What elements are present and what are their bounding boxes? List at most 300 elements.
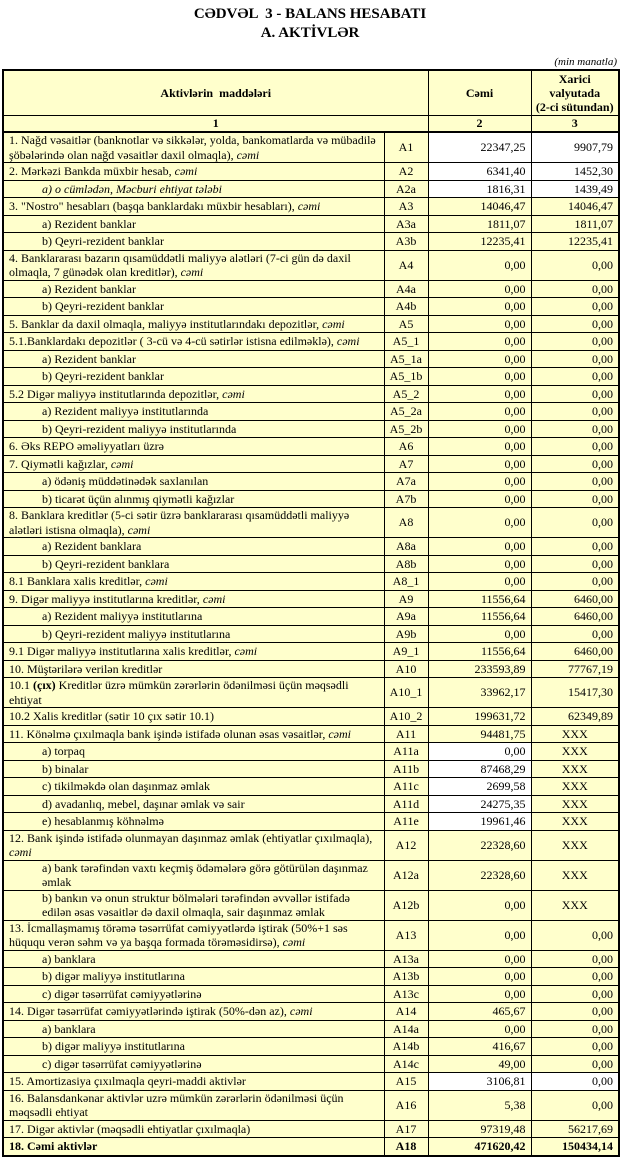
table-row bbox=[3, 830, 619, 860]
table-row bbox=[3, 660, 619, 678]
row-label-text: 17. Digər aktivlər (məqsədli ehtiyatlar çıxılmaqla) bbox=[9, 1121, 251, 1136]
table-row bbox=[3, 403, 619, 421]
foreign-value: 0,00 bbox=[531, 490, 619, 508]
foreign-value: 0,00 bbox=[531, 473, 619, 491]
foreign-value: 77767,19 bbox=[531, 660, 619, 678]
row-label bbox=[3, 1090, 384, 1120]
row-label bbox=[3, 1073, 384, 1091]
total-value: 0,00 bbox=[428, 985, 531, 1003]
row-label-text: a) bank tərəfindən vaxtı keçmiş ödəmələrə görə götürülən daşınmaz əmlak bbox=[42, 860, 368, 889]
row-label-text: b) Qeyri-rezident banklar bbox=[42, 299, 164, 313]
total-value: 19961,46 bbox=[428, 813, 531, 831]
total-value: 2699,58 bbox=[428, 778, 531, 796]
row-label-text: cəmi bbox=[145, 574, 168, 588]
foreign-value: XXX bbox=[531, 795, 619, 813]
table-row bbox=[3, 778, 619, 796]
row-label bbox=[3, 725, 384, 743]
foreign-value: 6460,00 bbox=[531, 590, 619, 608]
row-label-text: a) banklara bbox=[42, 1021, 96, 1036]
row-code: A5_2 bbox=[384, 385, 428, 403]
total-value: 0,00 bbox=[428, 250, 531, 280]
row-code: A9_1 bbox=[384, 643, 428, 661]
row-code: A3b bbox=[384, 233, 428, 251]
table-row bbox=[3, 132, 619, 163]
foreign-value: 0,00 bbox=[531, 403, 619, 421]
total-value: 0,00 bbox=[428, 315, 531, 333]
row-code: A3 bbox=[384, 198, 428, 216]
row-code: A8b bbox=[384, 555, 428, 573]
row-code: A5_2b bbox=[384, 420, 428, 438]
total-value: 12235,41 bbox=[428, 233, 531, 251]
row-code: A2a bbox=[384, 180, 428, 198]
row-code: A11d bbox=[384, 795, 428, 813]
table-row bbox=[3, 473, 619, 491]
foreign-value: 1439,49 bbox=[531, 180, 619, 198]
foreign-value: XXX bbox=[531, 860, 619, 890]
row-label-text: 9. Digər maliyyə institutlarına kreditlər, bbox=[9, 591, 203, 606]
table-row bbox=[3, 643, 619, 661]
total-value: 3106,81 bbox=[428, 1073, 531, 1091]
row-label bbox=[3, 1020, 384, 1038]
row-code: A3a bbox=[384, 215, 428, 233]
row-label-text: 13. İcmallaşmamış törəmə təsərrüfat cəmiyyətlərdə iştirak (50%+1 səs hüququ verən səhm və ya başqa formada törəməsidirsə), bbox=[9, 920, 348, 949]
foreign-value: 1452,30 bbox=[531, 163, 619, 181]
row-code: A13 bbox=[384, 920, 428, 950]
row-label-text: c) digər təsərrüfat cəmiyyətlərinə bbox=[42, 986, 202, 1001]
total-value: 0,00 bbox=[428, 555, 531, 573]
row-label bbox=[3, 508, 384, 538]
table-row bbox=[3, 250, 619, 280]
table-row bbox=[3, 743, 619, 761]
table-row bbox=[3, 968, 619, 986]
row-label-text: c) digər təsərrüfat cəmiyyətlərinə bbox=[42, 1056, 202, 1071]
total-value: 24275,35 bbox=[428, 795, 531, 813]
foreign-value: 0,00 bbox=[531, 333, 619, 351]
row-label-text: 3. "Nostro" hesabları (başqa banklardakı müxbir hesabları), bbox=[9, 199, 298, 213]
row-label-text: Kreditlər üzrə mümkün zərərlərin ödənilməsi üçün məqsədli ehtiyat bbox=[9, 678, 349, 707]
table-row bbox=[3, 490, 619, 508]
row-label-text: b) Qeyri-rezident banklar bbox=[42, 234, 164, 248]
row-label-text: cəmi bbox=[234, 644, 258, 658]
row-label-text: cəmi bbox=[336, 334, 360, 348]
row-label-text: (çıx) bbox=[33, 678, 56, 692]
row-label-text: a) Rezident maliyyə institutlarında bbox=[42, 404, 209, 418]
row-code: A14b bbox=[384, 1038, 428, 1056]
row-label-text: b) digər maliyyə institutlarına bbox=[42, 969, 185, 983]
row-label bbox=[3, 368, 384, 386]
row-label bbox=[3, 1038, 384, 1056]
row-label bbox=[3, 315, 384, 333]
row-label bbox=[3, 250, 384, 280]
row-label-text: b) Qeyri-rezident banklar bbox=[42, 369, 164, 383]
row-label bbox=[3, 830, 384, 860]
row-label-text: cəmi bbox=[174, 164, 198, 178]
table-row bbox=[3, 725, 619, 743]
column-header-foreign-line1: Xarici valyutada bbox=[549, 72, 601, 100]
total-value: 0,00 bbox=[428, 350, 531, 368]
row-label-text: 6. Əks REPO əməliyyatları üzrə bbox=[9, 439, 164, 453]
row-label-text: 10.1 bbox=[9, 678, 33, 692]
table-row bbox=[3, 1073, 619, 1091]
table-row bbox=[3, 555, 619, 573]
row-code: A10 bbox=[384, 660, 428, 678]
total-value: 0,00 bbox=[428, 333, 531, 351]
total-value: 233593,89 bbox=[428, 660, 531, 678]
total-value: 199631,72 bbox=[428, 708, 531, 726]
row-label-text: 5. Banklar da daxil olmaqla, maliyyə institutlarındakı depozitlər, bbox=[9, 316, 323, 331]
foreign-value: 0,00 bbox=[531, 508, 619, 538]
column-number-foreign: 3 bbox=[531, 116, 619, 133]
row-label bbox=[3, 455, 384, 473]
row-label-text: cəmi bbox=[328, 726, 351, 741]
row-label-text: c) tikilməkdə olan daşınmaz əmlak bbox=[42, 779, 210, 793]
total-value: 0,00 bbox=[428, 368, 531, 386]
foreign-value: 0,00 bbox=[531, 538, 619, 556]
row-code: A12b bbox=[384, 890, 428, 920]
row-label bbox=[3, 438, 384, 456]
total-value: 0,00 bbox=[428, 625, 531, 643]
foreign-value: 0,00 bbox=[531, 968, 619, 986]
row-label bbox=[3, 180, 384, 198]
row-code: A8 bbox=[384, 508, 428, 538]
row-label-text: 8.1 Banklara xalis kreditlər, bbox=[9, 574, 146, 588]
table-row bbox=[3, 573, 619, 591]
total-value: 97319,48 bbox=[428, 1120, 531, 1138]
table-row bbox=[3, 538, 619, 556]
row-code: A14c bbox=[384, 1055, 428, 1073]
row-code: A13a bbox=[384, 950, 428, 968]
row-label bbox=[3, 420, 384, 438]
table-row bbox=[3, 315, 619, 333]
row-code: A1 bbox=[384, 132, 428, 163]
foreign-value: XXX bbox=[531, 830, 619, 860]
row-label bbox=[3, 795, 384, 813]
row-label bbox=[3, 985, 384, 1003]
table-header-row bbox=[3, 70, 619, 116]
row-code: A9b bbox=[384, 625, 428, 643]
table-row bbox=[3, 1003, 619, 1021]
foreign-value: XXX bbox=[531, 778, 619, 796]
total-value: 0,00 bbox=[428, 968, 531, 986]
foreign-value: 0,00 bbox=[531, 420, 619, 438]
total-value: 0,00 bbox=[428, 385, 531, 403]
row-label bbox=[3, 860, 384, 890]
row-label-text: b) Qeyri-rezident maliyyə institutlarına bbox=[42, 626, 231, 641]
row-code: A12a bbox=[384, 860, 428, 890]
row-label bbox=[3, 890, 384, 920]
total-value: 22328,60 bbox=[428, 830, 531, 860]
row-label-text: b) digər maliyyə institutlarına bbox=[42, 1039, 185, 1053]
row-label bbox=[3, 1003, 384, 1021]
row-code: A8a bbox=[384, 538, 428, 556]
row-label bbox=[3, 403, 384, 421]
foreign-value: 15417,30 bbox=[531, 678, 619, 708]
row-code: A14a bbox=[384, 1020, 428, 1038]
row-label-text: a) Rezident banklar bbox=[42, 281, 136, 296]
table-row bbox=[3, 920, 619, 950]
row-label bbox=[3, 608, 384, 626]
row-code: A5 bbox=[384, 315, 428, 333]
table-row bbox=[3, 280, 619, 298]
column-number-row bbox=[3, 116, 619, 133]
table-row bbox=[3, 438, 619, 456]
total-value: 0,00 bbox=[428, 920, 531, 950]
foreign-value: 0,00 bbox=[531, 368, 619, 386]
row-label-text: a) ödəniş müddətinədək saxlanılan bbox=[42, 474, 209, 488]
row-label-text: 5.1.Banklardakı depozitlər ( 3-cü və 4-cü sətirlər istisna edilməklə), bbox=[9, 334, 337, 348]
row-label-text: 5.2 Digər maliyyə institutlarında depozitlər, bbox=[9, 386, 223, 401]
table-row bbox=[3, 1120, 619, 1138]
row-label bbox=[3, 385, 384, 403]
table-row bbox=[3, 163, 619, 181]
total-value: 6341,40 bbox=[428, 163, 531, 181]
total-value: 1816,31 bbox=[428, 180, 531, 198]
row-label bbox=[3, 778, 384, 796]
row-label-text: cəmi bbox=[289, 1004, 313, 1018]
table-row bbox=[3, 350, 619, 368]
row-label-text: cəmi bbox=[297, 199, 321, 213]
row-label bbox=[3, 708, 384, 726]
foreign-value: 0,00 bbox=[531, 298, 619, 316]
foreign-value: 0,00 bbox=[531, 1073, 619, 1091]
balance-sheet-table bbox=[2, 69, 620, 1157]
total-value: 0,00 bbox=[428, 403, 531, 421]
total-value: 33962,17 bbox=[428, 678, 531, 708]
row-code: A16 bbox=[384, 1090, 428, 1120]
row-label bbox=[3, 538, 384, 556]
row-label bbox=[3, 660, 384, 678]
column-header-items: Aktivlərin maddələri bbox=[3, 70, 428, 116]
row-code: A10_1 bbox=[384, 678, 428, 708]
table-body bbox=[3, 132, 619, 1156]
row-label-text: cəmi bbox=[322, 316, 345, 331]
row-label-text: a) torpaq bbox=[42, 744, 85, 758]
row-label-text: b) ticarət üçün alınmış qiymətli kağızlar bbox=[42, 491, 235, 506]
column-header-foreign-line2: (2-ci sütundan) bbox=[535, 100, 614, 114]
table-row bbox=[3, 813, 619, 831]
table-row bbox=[3, 950, 619, 968]
row-code: A13c bbox=[384, 985, 428, 1003]
row-label bbox=[3, 1138, 384, 1156]
total-value: 11556,64 bbox=[428, 643, 531, 661]
foreign-value: 0,00 bbox=[531, 350, 619, 368]
row-label-text: cəmi bbox=[127, 522, 151, 537]
row-label-text: a) banklara bbox=[42, 951, 96, 966]
foreign-value: 0,00 bbox=[531, 573, 619, 591]
row-label-text: 10.2 Xalis kreditlər (sətir 10 çıx sətir 10.1) bbox=[9, 709, 214, 723]
table-row bbox=[3, 678, 619, 708]
foreign-value: 0,00 bbox=[531, 1055, 619, 1073]
foreign-value: 0,00 bbox=[531, 455, 619, 473]
row-code: A11b bbox=[384, 760, 428, 778]
row-label bbox=[3, 215, 384, 233]
total-value: 22328,60 bbox=[428, 860, 531, 890]
foreign-value: 0,00 bbox=[531, 1090, 619, 1120]
row-label-text: b) Qeyri-rezident maliyyə institutlarında bbox=[42, 421, 237, 436]
row-label bbox=[3, 573, 384, 591]
row-label bbox=[3, 760, 384, 778]
row-code: A17 bbox=[384, 1120, 428, 1138]
row-code: A13b bbox=[384, 968, 428, 986]
table-row bbox=[3, 625, 619, 643]
table-row bbox=[3, 1138, 619, 1156]
total-value: 0,00 bbox=[428, 455, 531, 473]
row-label-text: 8. Banklara kreditlər (5-ci sətir üzrə banklararası qısamüddətli maliyyə alətləri istisna olmaqla), bbox=[9, 508, 350, 537]
row-code: A11e bbox=[384, 813, 428, 831]
row-code: A7a bbox=[384, 473, 428, 491]
table-row bbox=[3, 860, 619, 890]
total-value: 87468,29 bbox=[428, 760, 531, 778]
total-value: 14046,47 bbox=[428, 198, 531, 216]
total-value: 0,00 bbox=[428, 508, 531, 538]
row-code: A2 bbox=[384, 163, 428, 181]
row-label-text: cəmi bbox=[110, 456, 134, 471]
row-label bbox=[3, 198, 384, 216]
table-row bbox=[3, 180, 619, 198]
row-label-text: 16. Balansdankənar aktivlər uzrə mümkün zərərlərin ödənilməsi üçün məqsədli ehtiyat bbox=[9, 1090, 344, 1119]
column-header-total: Cəmi bbox=[428, 70, 531, 116]
row-label-text: a) Rezident banklar bbox=[42, 351, 136, 366]
foreign-value: XXX bbox=[531, 760, 619, 778]
row-label bbox=[3, 625, 384, 643]
row-code: A12 bbox=[384, 830, 428, 860]
table-row bbox=[3, 455, 619, 473]
foreign-value: 0,00 bbox=[531, 250, 619, 280]
foreign-value: XXX bbox=[531, 743, 619, 761]
row-code: A4a bbox=[384, 280, 428, 298]
row-code: A6 bbox=[384, 438, 428, 456]
table-row bbox=[3, 985, 619, 1003]
total-value: 49,00 bbox=[428, 1055, 531, 1073]
row-label-text: cəmi bbox=[202, 591, 226, 606]
row-label bbox=[3, 473, 384, 491]
table-row bbox=[3, 708, 619, 726]
column-header-foreign bbox=[531, 70, 619, 116]
row-label bbox=[3, 132, 384, 163]
row-code: A11c bbox=[384, 778, 428, 796]
foreign-value: 1811,07 bbox=[531, 215, 619, 233]
row-code: A5_1b bbox=[384, 368, 428, 386]
table-row bbox=[3, 1090, 619, 1120]
unit-note: (min manatla) bbox=[554, 56, 617, 68]
row-label bbox=[3, 678, 384, 708]
foreign-value: 0,00 bbox=[531, 1020, 619, 1038]
table-row bbox=[3, 1020, 619, 1038]
row-label-text: a) o cümlədən, Məcburi ehtiyat tələbi bbox=[42, 181, 222, 196]
foreign-value: 14046,47 bbox=[531, 198, 619, 216]
row-label-text: cəmi bbox=[282, 935, 306, 949]
foreign-value: 12235,41 bbox=[531, 233, 619, 251]
foreign-value: 9907,79 bbox=[531, 132, 619, 163]
table-row bbox=[3, 795, 619, 813]
row-code: A4b bbox=[384, 298, 428, 316]
row-label bbox=[3, 298, 384, 316]
row-label bbox=[3, 555, 384, 573]
total-value: 471620,42 bbox=[428, 1138, 531, 1156]
row-code: A11 bbox=[384, 725, 428, 743]
total-value: 0,00 bbox=[428, 1020, 531, 1038]
report-subtitle: A. AKTİVLƏR bbox=[260, 25, 360, 41]
row-code: A10_2 bbox=[384, 708, 428, 726]
foreign-value: 62349,89 bbox=[531, 708, 619, 726]
row-code: A8_1 bbox=[384, 573, 428, 591]
total-value: 0,00 bbox=[428, 950, 531, 968]
row-label-text: a) Rezident banklara bbox=[42, 539, 142, 553]
total-value: 416,67 bbox=[428, 1038, 531, 1056]
table-row bbox=[3, 608, 619, 626]
table-row bbox=[3, 508, 619, 538]
foreign-value: 0,00 bbox=[531, 1038, 619, 1056]
foreign-value: 0,00 bbox=[531, 555, 619, 573]
row-label-text: 14. Digər təsərrüfat cəmiyyətlərində iştirak (50%-dən az), bbox=[9, 1004, 290, 1018]
row-label-text: cəmi bbox=[180, 265, 204, 279]
row-label bbox=[3, 1120, 384, 1138]
row-label-text: cəmi bbox=[236, 147, 260, 162]
foreign-value: 56217,69 bbox=[531, 1120, 619, 1138]
table-row bbox=[3, 298, 619, 316]
row-label-text: 11. Könəlmə çıxılmaqla bank işində istifadə olunan əsas vəsaitlər, bbox=[9, 726, 329, 741]
column-number-total: 2 bbox=[428, 116, 531, 133]
row-label-text: b) Qeyri-rezident banklara bbox=[42, 556, 170, 571]
foreign-value: 0,00 bbox=[531, 625, 619, 643]
row-label-text: 1. Nağd vəsaitlər (banknotlar və sikkələr, yolda, bankomatlarda və mübadilə şöbələrində olan nağd vəsaitlər daxil olmaqla), bbox=[9, 133, 376, 162]
row-code: A9 bbox=[384, 590, 428, 608]
total-value: 0,00 bbox=[428, 280, 531, 298]
row-label-text: cəmi bbox=[222, 386, 245, 401]
total-value: 0,00 bbox=[428, 573, 531, 591]
foreign-value: 0,00 bbox=[531, 385, 619, 403]
row-label bbox=[3, 280, 384, 298]
total-value: 0,00 bbox=[428, 890, 531, 920]
row-code: A4 bbox=[384, 250, 428, 280]
row-label-text: 15. Amortizasiya çıxılmaqla qeyri-maddi aktivlər bbox=[9, 1074, 246, 1088]
row-code: A5_1a bbox=[384, 350, 428, 368]
table-row bbox=[3, 760, 619, 778]
total-value: 5,38 bbox=[428, 1090, 531, 1120]
row-label-text: cəmi bbox=[9, 845, 32, 859]
row-label-text: b) binalar bbox=[42, 761, 89, 776]
foreign-value: 0,00 bbox=[531, 920, 619, 950]
row-label bbox=[3, 333, 384, 351]
table-row bbox=[3, 1038, 619, 1056]
row-label bbox=[3, 233, 384, 251]
foreign-value: 150434,14 bbox=[531, 1138, 619, 1156]
row-label bbox=[3, 350, 384, 368]
foreign-value: XXX bbox=[531, 813, 619, 831]
row-code: A9a bbox=[384, 608, 428, 626]
total-value: 465,67 bbox=[428, 1003, 531, 1021]
row-label-text: 9.1 Digər maliyyə institutlarına xalis kreditlər, bbox=[9, 644, 235, 658]
row-code: A14 bbox=[384, 1003, 428, 1021]
row-label bbox=[3, 590, 384, 608]
row-code: A18 bbox=[384, 1138, 428, 1156]
table-row bbox=[3, 368, 619, 386]
total-value: 0,00 bbox=[428, 298, 531, 316]
row-code: A7 bbox=[384, 455, 428, 473]
column-number-items: 1 bbox=[3, 116, 428, 133]
total-value: 94481,75 bbox=[428, 725, 531, 743]
total-value: 0,00 bbox=[428, 473, 531, 491]
table-row bbox=[3, 1055, 619, 1073]
row-label-text: 4. Banklararası bazarın qısamüddətli maliyyə alətləri (7-ci gün də daxil olmaqla, 7 günədək olan kreditlər), bbox=[9, 250, 351, 279]
foreign-value: 6460,00 bbox=[531, 643, 619, 661]
foreign-value: 0,00 bbox=[531, 950, 619, 968]
row-label-text: a) Rezident maliyyə institutlarına bbox=[42, 609, 203, 623]
foreign-value: 0,00 bbox=[531, 985, 619, 1003]
foreign-value: 0,00 bbox=[531, 438, 619, 456]
foreign-value: XXX bbox=[531, 725, 619, 743]
row-code: A11a bbox=[384, 743, 428, 761]
